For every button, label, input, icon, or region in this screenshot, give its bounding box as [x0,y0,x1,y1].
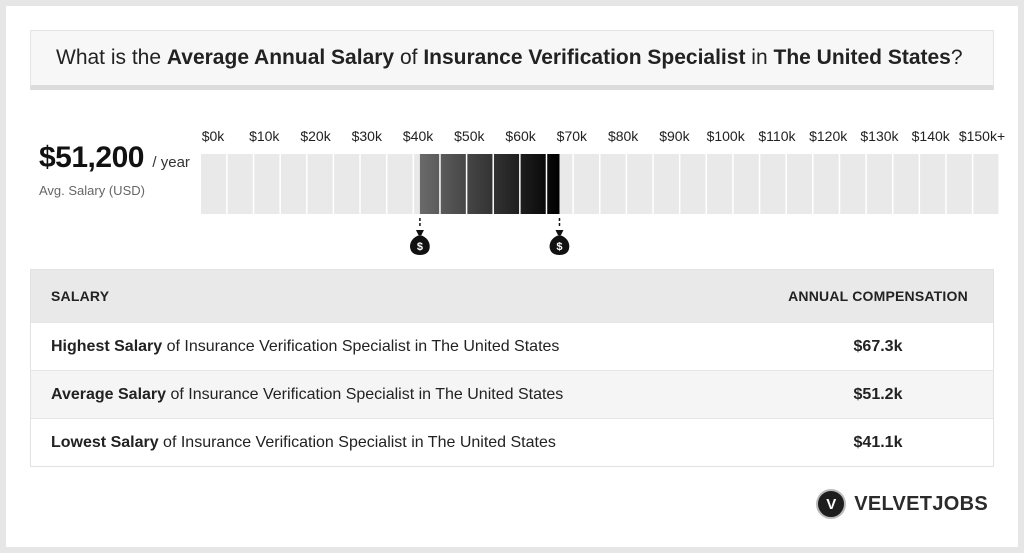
title-bold-salary: Average Annual Salary [166,46,395,69]
x-tick-label: $80k [607,128,639,144]
money-bag-icon [550,230,570,255]
range-separator [519,154,521,214]
row-label-bold: Highest Salary [51,337,163,355]
table-header [31,270,993,322]
track-segment [201,154,226,214]
track-segment [601,154,626,214]
salary-range-bar [420,154,560,214]
row-label-bold: Lowest Salary [51,433,159,451]
track-segment [787,154,812,214]
x-tick-label: $90k [659,128,690,144]
track-segment [734,154,759,214]
row-value: $41.1k [853,433,903,451]
table-row-highest [31,322,993,370]
x-tick-label: $0k [201,128,225,144]
track-segment [308,154,333,214]
x-tick-label: $30k [351,128,382,144]
range-separator [492,154,494,214]
track-segment [654,154,679,214]
range-separator [466,154,468,214]
title-prefix: What is the [56,46,162,69]
track-segment [893,154,918,214]
x-tick-label: $40k [402,128,434,144]
x-tick-label: $150k+ [958,128,1006,144]
row-label-text: of Insurance Verification Specialist in The United States [166,385,564,403]
track-segment [840,154,865,214]
track-segment [707,154,732,214]
title-bold-job: Insurance Verification Specialist [423,46,746,69]
salary-table [30,269,994,467]
track-segment [814,154,839,214]
table-row-average [31,370,993,418]
page-title [30,30,994,90]
avg-salary-label: Avg. Salary (USD) [39,183,145,198]
track-segment [361,154,386,214]
salary-range-chart [186,116,1006,256]
salary-summary [39,141,209,198]
brand-name: VELVETJOBS [854,492,988,515]
track-segment [867,154,892,214]
x-tick-label: $130k [860,128,899,144]
title-suffix: ? [950,46,963,69]
table-row-lowest [31,418,993,466]
track-segment [254,154,279,214]
track-segment [680,154,705,214]
row-value: $67.3k [853,337,903,355]
row-value: $51.2k [853,385,903,403]
row-label-bold: Average Salary [51,385,167,403]
track-segment [920,154,945,214]
track-segment [228,154,253,214]
per-year-label: / year [152,154,190,171]
range-separator [546,154,548,214]
track-segment [760,154,785,214]
average-salary-amount: $51,200 [39,141,144,174]
x-tick-label: $10k [249,128,280,144]
title-mid-in: in [751,46,768,69]
x-tick-label: $60k [505,128,536,144]
velvetjobs-brand[interactable] [816,489,988,519]
title-mid-of: of [399,46,418,69]
x-tick-label: $70k [556,128,588,144]
x-tick-label: $50k [454,128,485,144]
track-segment [387,154,412,214]
track-segment [574,154,599,214]
track-segment [973,154,998,214]
x-tick-label: $140k [911,128,950,144]
x-tick-label: $20k [300,128,331,144]
track-segment [947,154,972,214]
column-header-compensation: ANNUAL COMPENSATION [788,288,968,304]
track-segment [281,154,306,214]
row-label-text: of Insurance Verification Specialist in The United States [162,337,560,355]
salary-card [6,6,1018,547]
range-separator [439,154,441,214]
title-bold-location: The United States [773,46,951,69]
x-tick-label: $110k [758,128,796,144]
column-header-salary: SALARY [51,288,110,304]
money-bag-icon [410,230,430,255]
x-tick-label: $120k [809,128,848,144]
row-label-text: of Insurance Verification Specialist in The United States [158,433,556,451]
x-tick-label: $100k [706,128,745,144]
track-segment [627,154,652,214]
track-segment [334,154,359,214]
velvetjobs-logo-icon: V [816,489,846,519]
